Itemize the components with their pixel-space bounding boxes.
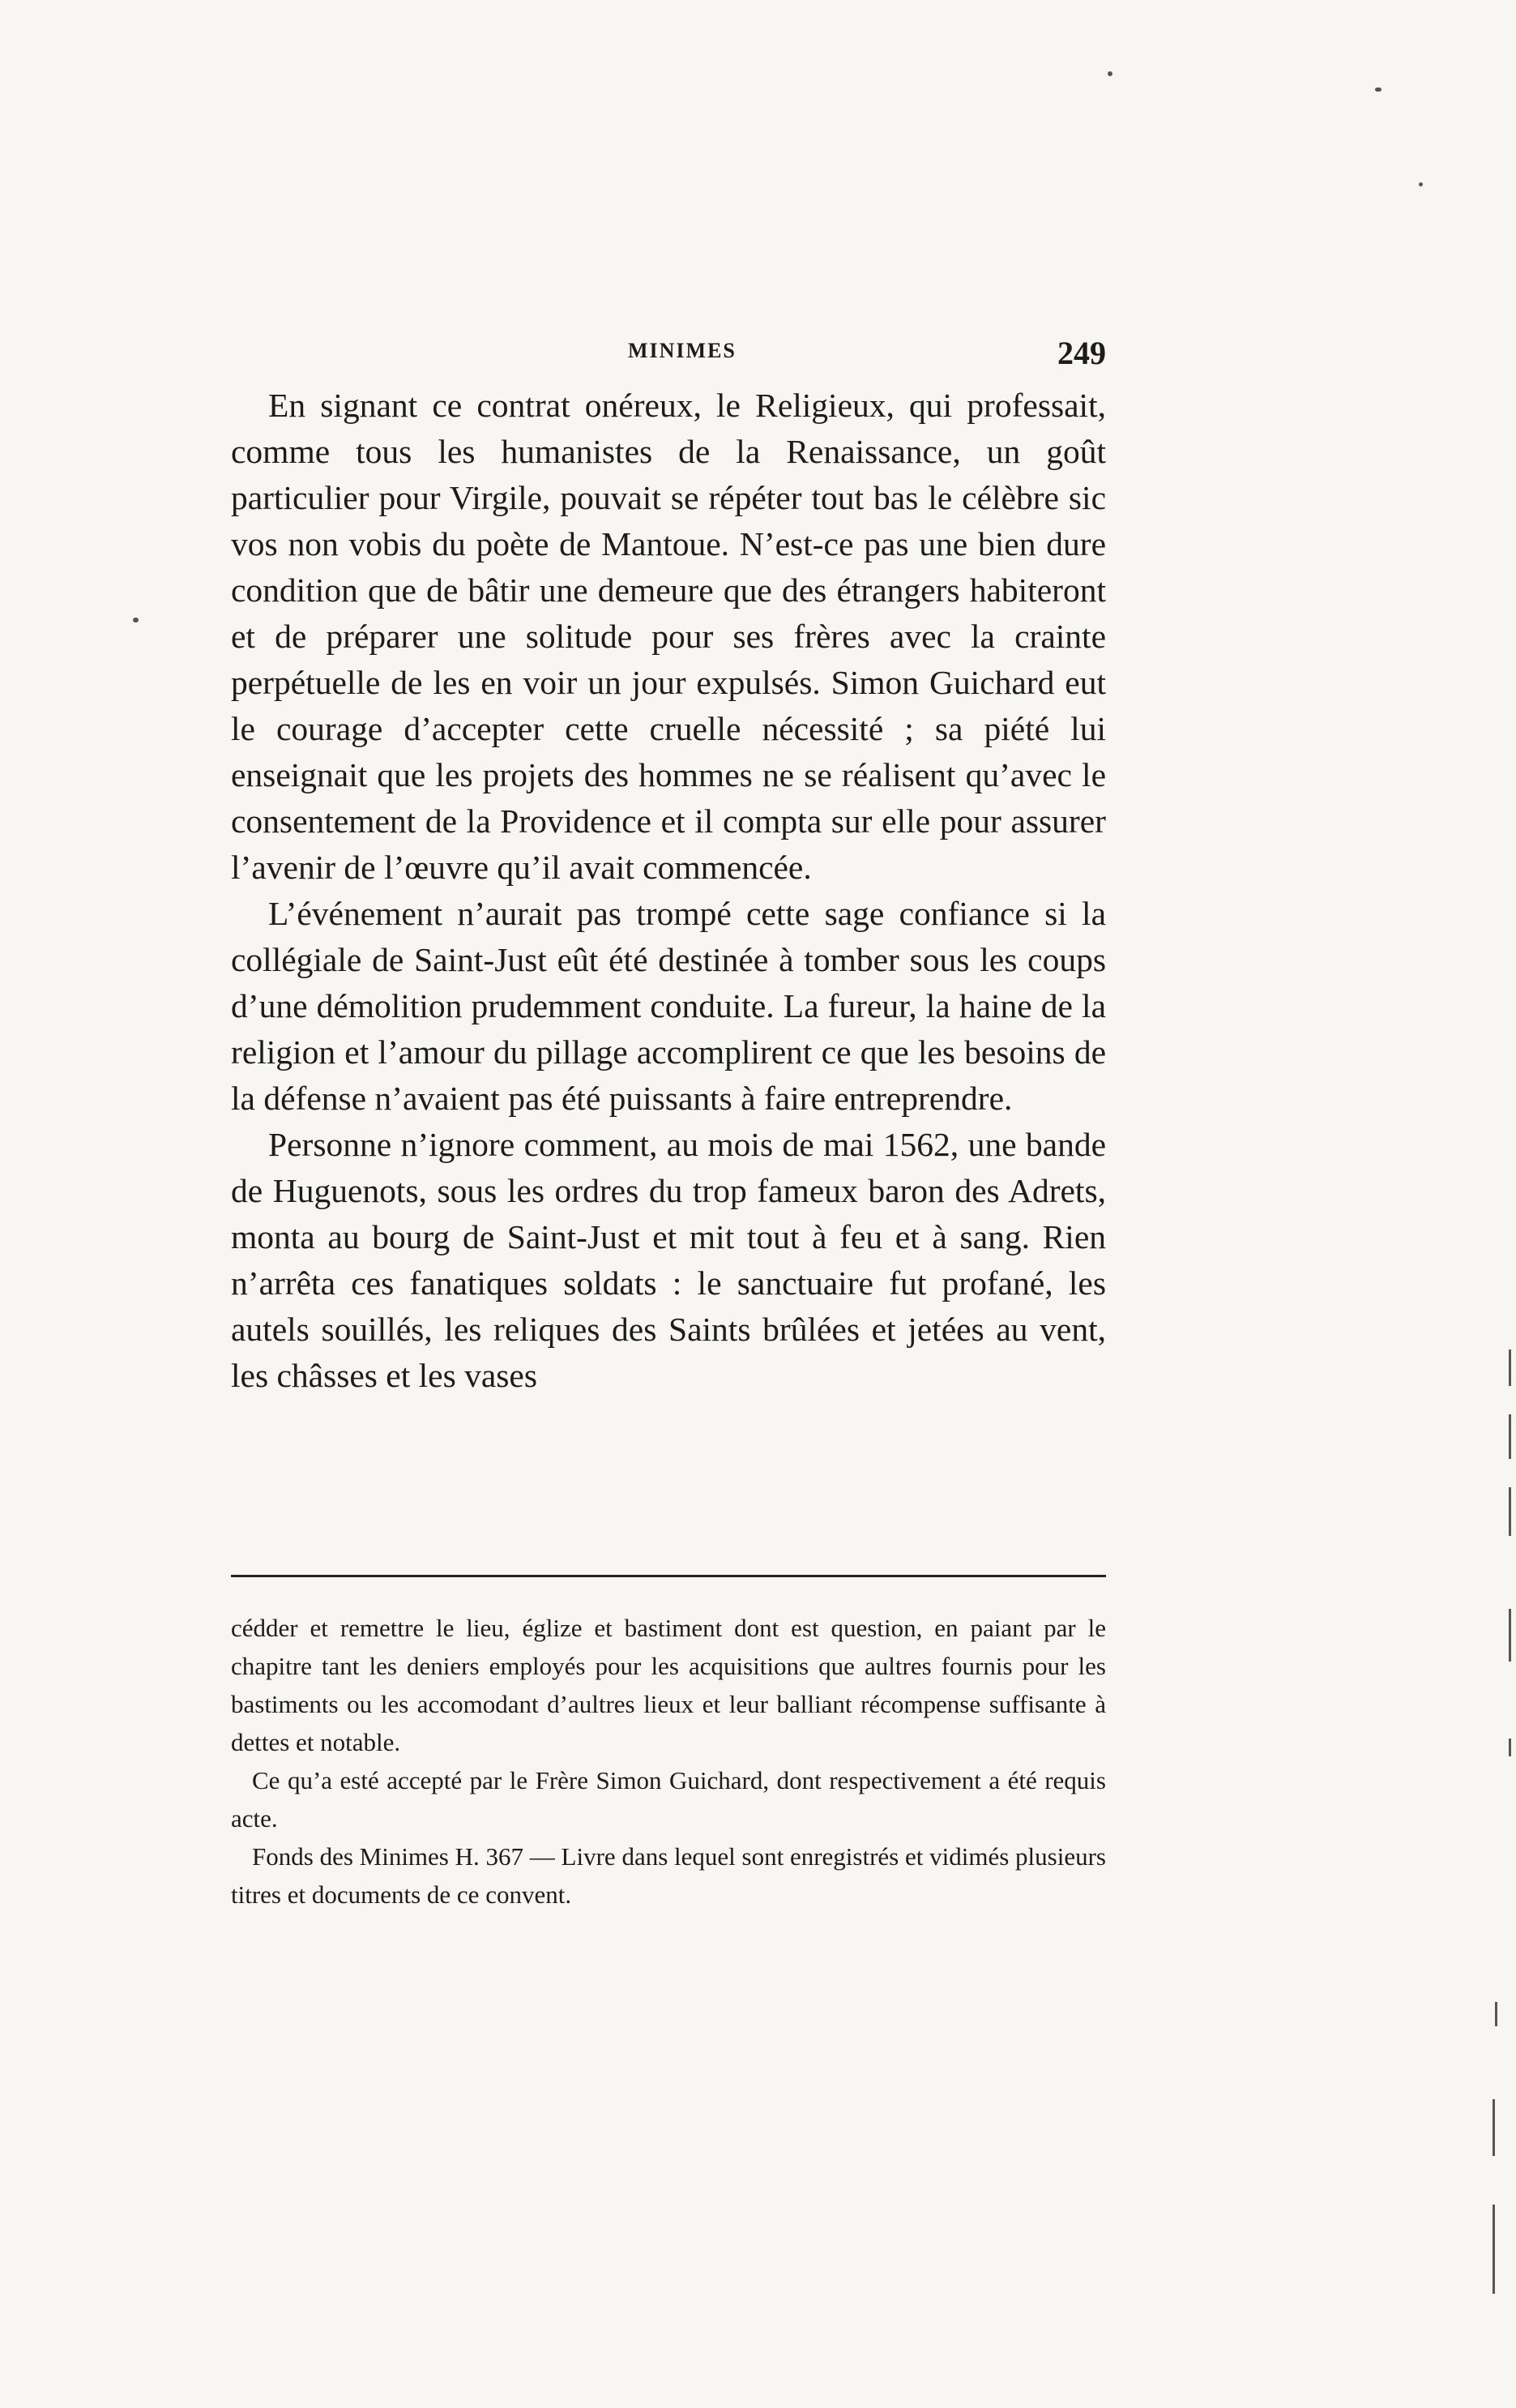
footnote-paragraph-2: Ce qu’a esté accepté par le Frère Simon Guichard, dont respectivement a été requis acte. bbox=[231, 1766, 1106, 1833]
scan-speck bbox=[133, 618, 139, 622]
scan-line bbox=[1509, 1349, 1511, 1386]
scan-line bbox=[1493, 2205, 1495, 2294]
scan-line bbox=[1509, 1414, 1511, 1459]
body-paragraph-1: En signant ce contrat onéreux, le Religieux, qui professait, comme tous les humanistes de la Renaissance, un goût particulier pour Virgile, pouvait se répéter tout bas le célèbre sic vos non vobis du poète de Mantoue. N’est-ce pas une bien dure condition que de bâtir une demeure que des étrangers habiteront et de préparer une solitude pour ses frères avec la crainte perpétuelle de les en voir un jour expulsés. Simon Guichard eut le courage d’accepter cette cruelle nécessité ; sa piété lui enseignait que les projets des hommes ne se réalisent qu’avec le consentement de la Providence et il compta sur elle pour assurer l’avenir de l’œuvre qu’il avait commencée. bbox=[231, 387, 1106, 886]
scan-line bbox=[1509, 1739, 1511, 1756]
footnote-paragraph-1: cédder et remettre le lieu, églize et bastiment dont est question, en paiant par le chapitre tant les deniers employés pour les acquisitions que aultres fournis pour les bastiments ou les accomodant d’aultres lieux et leur balliant récompense suffisante à dettes et notable. bbox=[231, 1614, 1106, 1756]
page-header bbox=[231, 334, 1106, 379]
running-head: MINIMES bbox=[628, 339, 737, 362]
footnotes bbox=[231, 1609, 1106, 1914]
scan-speck bbox=[1375, 88, 1381, 92]
scan-line bbox=[1495, 2002, 1497, 2026]
scan-speck bbox=[1108, 71, 1112, 76]
page-number: 249 bbox=[1057, 335, 1106, 371]
scan-line bbox=[1493, 2099, 1495, 2156]
body-text bbox=[231, 383, 1106, 1399]
footnote-paragraph-3: Fonds des Minimes H. 367 — Livre dans lequel sont enregistrés et vidimés plusieurs titres et documents de ce convent. bbox=[231, 1842, 1106, 1909]
scan-speck bbox=[1419, 182, 1423, 186]
body-paragraph-3: Personne n’ignore comment, au mois de mai 1562, une bande de Huguenots, sous les ordres du trop fameux baron des Adrets, monta au bourg de Saint-Just et mit tout à feu et à sang. Rien n’arrêta ces fanatiques soldats : le sanctuaire fut profané, les autels souillés, les reliques des Saints brûlées et jetées au vent, les châsses et les vases bbox=[231, 1126, 1106, 1394]
scan-line bbox=[1509, 1487, 1511, 1536]
footnote-rule bbox=[231, 1575, 1106, 1577]
scan-line bbox=[1509, 1609, 1511, 1662]
body-paragraph-2: L’événement n’aurait pas trompé cette sage confiance si la collégiale de Saint-Just eût été destinée à tomber sous les coups d’une démolition prudemment conduite. La fureur, la haine de la religion et l’amour du pillage accomplirent ce que les besoins de la défense n’avaient pas été puissants à faire entreprendre. bbox=[231, 895, 1106, 1117]
